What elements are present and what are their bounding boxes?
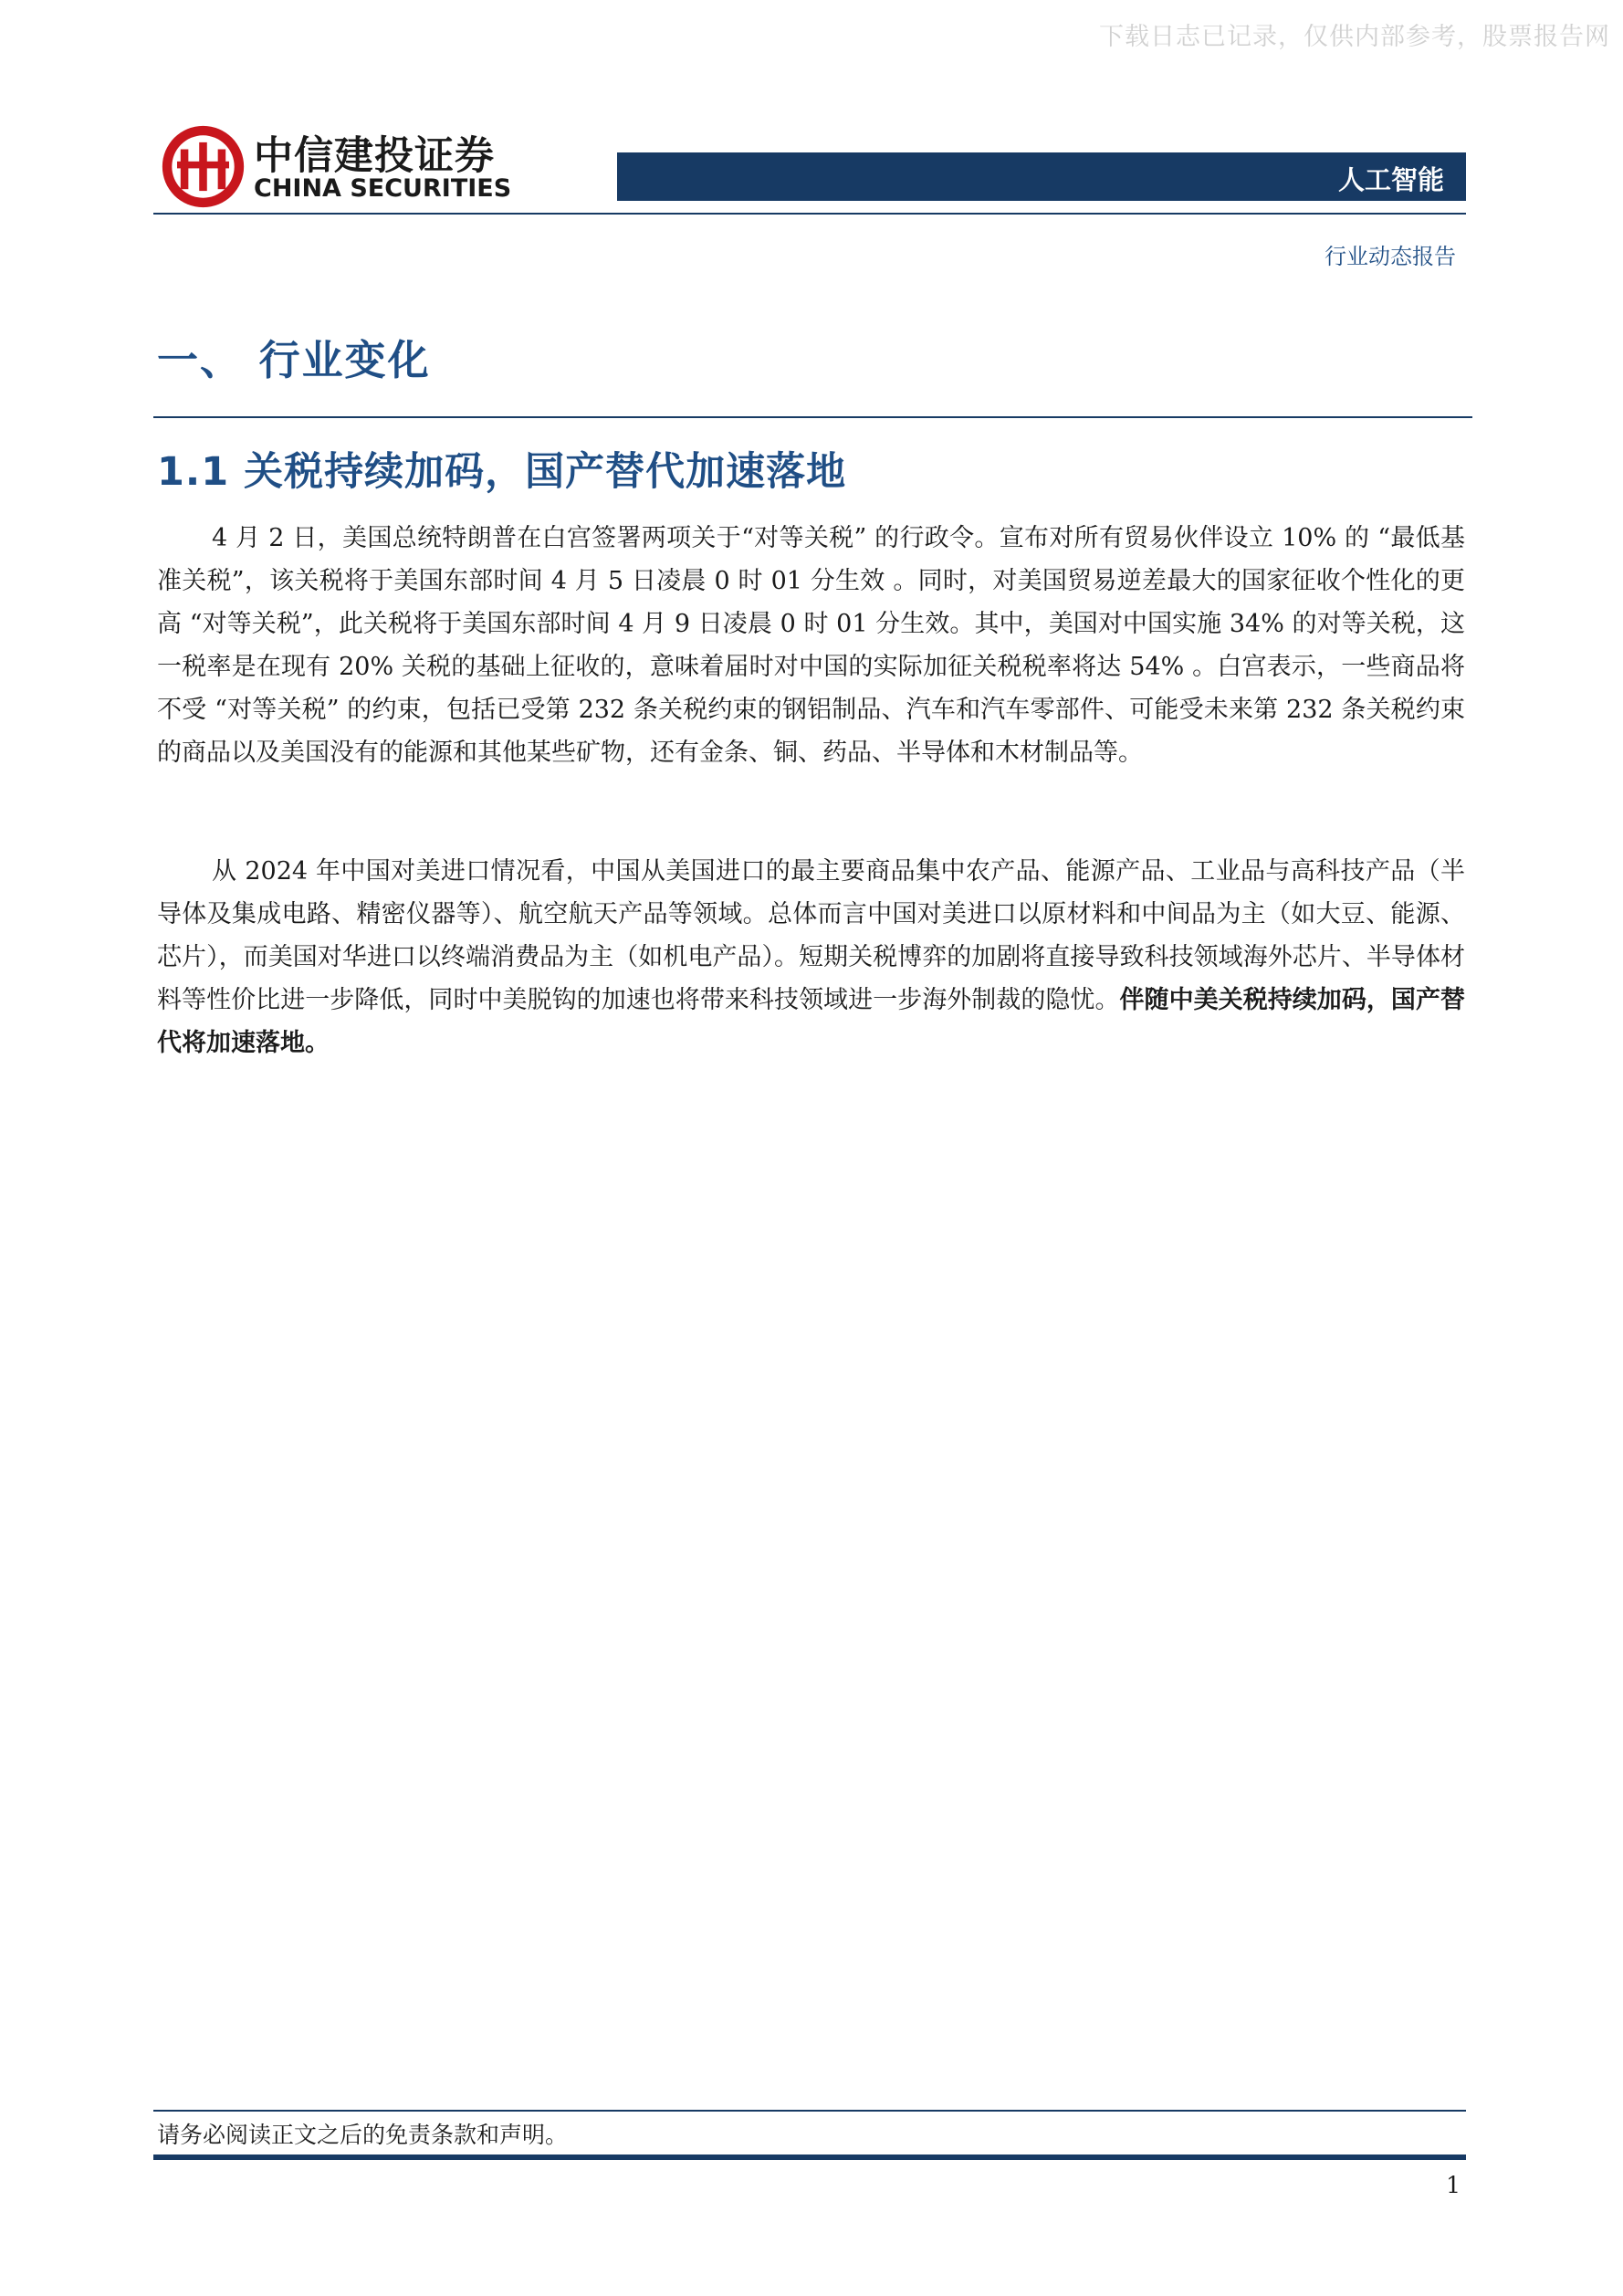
- body-paragraph-2: [157, 850, 1465, 1064]
- footer-divider-top: [153, 2110, 1466, 2112]
- china-securities-logo-icon: [160, 123, 246, 210]
- report-type-label: 行业动态报告: [1325, 244, 1456, 269]
- header-divider: [153, 213, 1466, 215]
- watermark: 下载日志已记录，仅供内部参考，股票报告网: [1099, 23, 1610, 51]
- section-title: 一、 行业变化: [157, 336, 431, 384]
- company-logo: [160, 123, 543, 210]
- sector-banner: [617, 152, 1466, 201]
- logo-chinese-name: 中信建投证券: [254, 133, 495, 179]
- footer-divider-bottom: [153, 2154, 1466, 2160]
- section-divider: [153, 416, 1472, 418]
- disclaimer-note: 请务必阅读正文之后的免责条款和声明。: [157, 2122, 569, 2148]
- logo-english-name: CHINA SECURITIES: [254, 174, 512, 203]
- page-number: 1: [1446, 2172, 1461, 2198]
- subsection-title: 1.1 关税持续加码，国产替代加速落地: [157, 449, 847, 495]
- paragraph-2-conclusion: 伴随中美关税持续加码，国产替代将加速落地。: [157, 986, 1465, 1057]
- sector-label: 人工智能: [1337, 164, 1444, 195]
- body-paragraph-1: 4 月 2 日，美国总统特朗普在白宫签署两项关于“对等关税” 的行政令。宣布对所有贸易伙伴设立 10% 的 “最低基准关税”，该关税将于美国东部时间 4 月 5 日凌晨 0 时 01 分生效 。同时，对美国贸易逆差最大的国家征收个性化的更高 “对等关税”，此关税将于美国东部时间 4 月 9 日凌晨 0 时 01 分生效。其中，美国对中国实施 34% 的对等关税，这一税率是在现有 20% 关税的基础上征收的，意味着届时对中国的实际加征关税税率将达 54% 。白宫表示，一些商品将不受 “对等关税” 的约束，包括已受第 232 条关税约束的钢铝制品、汽车和汽车零部件、可能受未来第 232 条关税约束的商品以及美国没有的能源和其他某些矿物，还有金条、铜、药品、半导体和木材制品等。: [157, 524, 1465, 767]
- paragraph-2-text: 从 2024 年中国对美进口情况看，中国从美国进口的最主要商品集中农产品、能源产品、工业品与高科技产品（半导体及集成电路、精密仪器等）、航空航天产品等领域。总体而言中国对美进口以原材料和中间品为主（如大豆、能源、芯片），而美国对华进口以终端消费品为主（如机电产品）。短期关税博弈的加剧将直接导致科技领域海外芯片、半导体材料等性价比进一步降低，同时中美脱钩的加速也将带来科技领域进一步海外制裁的隐忧。: [157, 857, 1465, 1014]
